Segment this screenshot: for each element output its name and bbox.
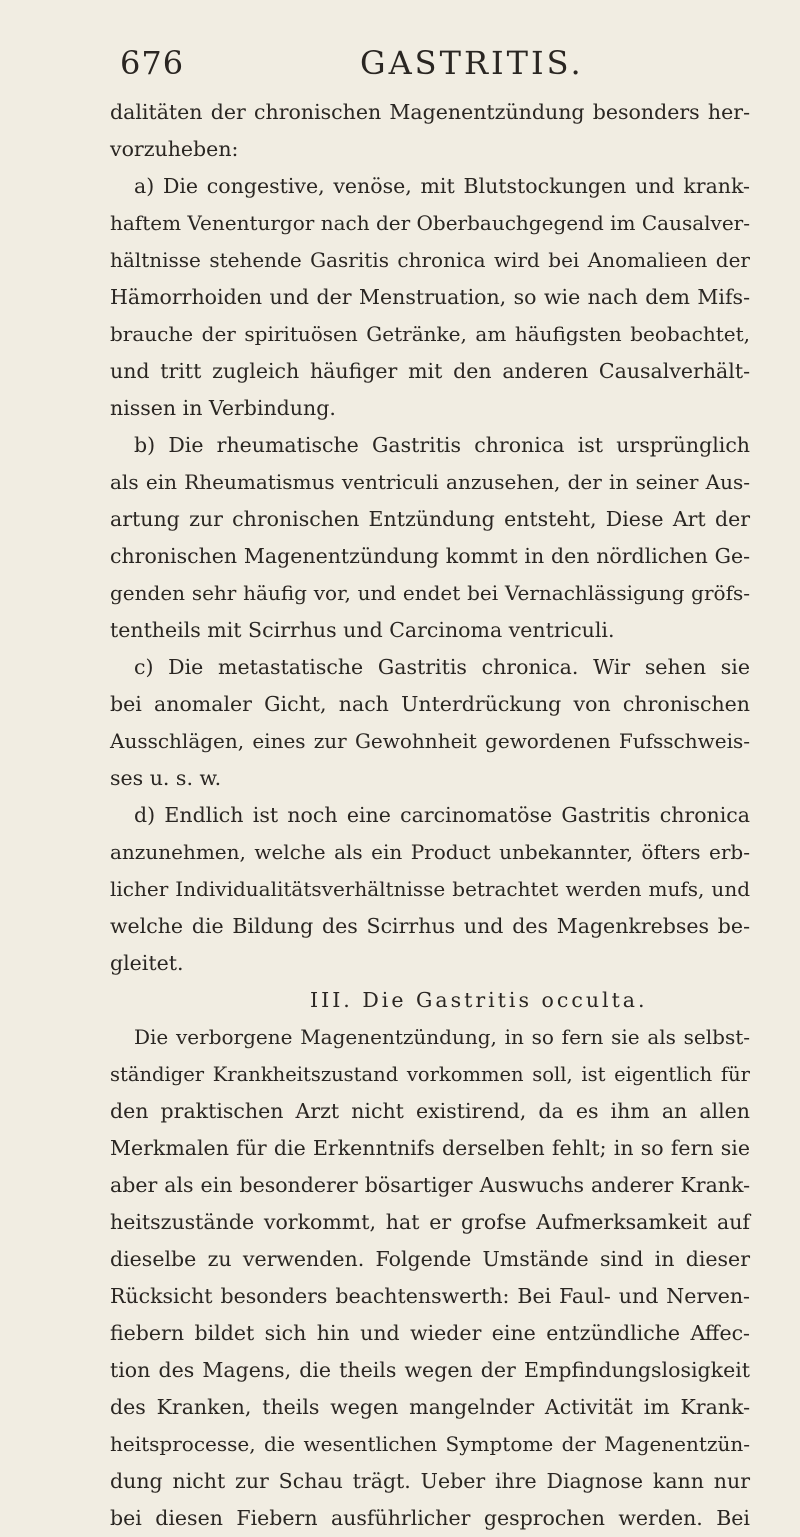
text-line: Hämorrhoiden und der Menstruation, so wie nach dem Mifs- — [110, 285, 750, 309]
text-line: des Kranken, theils wegen mangelnder Activität im Krank- — [110, 1395, 750, 1419]
text-line: dung nicht zur Schau trägt. Ueber ihre Diagnose kann nur — [110, 1469, 750, 1493]
text-line: Ausschlägen, eines zur Gewohnheit gewordenen Fufsschweis- — [110, 729, 750, 753]
text-line: gleitet. — [110, 951, 184, 975]
text-line: genden sehr häufig vor, und endet bei Vernachlässigung gröfs- — [110, 581, 750, 605]
text-line: tion des Magens, die theils wegen der Empfindungslosigkeit — [110, 1358, 750, 1382]
text-line: ständiger Krankheitszustand vorkommen soll, ist eigentlich für — [110, 1063, 750, 1086]
text-line: licher Individualitätsverhältnisse betrachtet werden mufs, und — [110, 877, 750, 901]
text-line: a) Die congestive, venöse, mit Blutstockungen und krank- — [134, 174, 750, 198]
text-line: hältnisse stehende Gasritis chronica wird bei Anomalieen der — [110, 248, 750, 272]
text-line: heitszustände vorkommt, hat er grofse Aufmerksamkeit auf — [110, 1210, 750, 1234]
text-line: ses u. s. w. — [110, 766, 222, 790]
text-line: chronischen Magenentzündung kommt in den nördlichen Ge- — [110, 544, 750, 568]
text-line: Rücksicht besonders beachtenswerth: Bei Faul- und Nerven- — [110, 1284, 750, 1308]
text-line: Die verborgene Magenentzündung, in so fern sie als selbst- — [134, 1025, 750, 1049]
text-line: bei diesen Fiebern ausführlicher gesprochen werden. Bei — [110, 1506, 750, 1530]
text-line: heitsprocesse, die wesentlichen Symptome der Magenentzün- — [110, 1432, 750, 1456]
text-line: c) Die metastatische Gastritis chronica. Wir sehen sie — [134, 655, 750, 679]
section-heading: III. Die Gastritis occulta. — [310, 988, 648, 1012]
text-line: welche die Bildung des Scirrhus und des Magenkrebses be- — [110, 914, 750, 938]
text-line: tentheils mit Scirrhus und Carcinoma ventriculi. — [110, 618, 615, 642]
text-line: dalitäten der chronischen Magenentzündung besonders her- — [110, 100, 750, 124]
text-line: d) Endlich ist noch eine carcinomatöse Gastritis chronica — [134, 803, 750, 827]
text-line: b) Die rheumatische Gastritis chronica ist ursprünglich — [134, 433, 750, 457]
body-text — [110, 94, 750, 1537]
text-line: als ein Rheumatismus ventriculi anzusehen, der in seiner Aus- — [110, 470, 750, 494]
text-line: bei anomaler Gicht, nach Unterdrückung von chronischen — [110, 692, 750, 716]
text-line: den praktischen Arzt nicht existirend, da es ihm an allen — [110, 1099, 750, 1123]
text-line: dieselbe zu verwenden. Folgende Umstände sind in dieser — [110, 1247, 750, 1271]
text-line: artung zur chronischen Entzündung entsteht, Diese Art der — [110, 507, 750, 531]
text-line: Merkmalen für die Erkenntnifs derselben fehlt; in so fern sie — [110, 1136, 750, 1160]
text-line: anzunehmen, welche als ein Product unbekannter, öfters erb- — [110, 840, 750, 864]
text-line: aber als ein besonderer bösartiger Auswuchs anderer Krank- — [110, 1173, 750, 1197]
running-title: GASTRITIS. — [360, 44, 584, 82]
text-line: vorzuheben: — [110, 137, 239, 161]
page-header — [110, 44, 750, 88]
text-line: fiebern bildet sich hin und wieder eine entzündliche Affec- — [110, 1321, 750, 1345]
text-line: brauche der spirituösen Getränke, am häufigsten beobachtet, — [110, 322, 750, 346]
text-line: und tritt zugleich häufiger mit den anderen Causalverhält- — [110, 359, 750, 383]
page-number: 676 — [120, 44, 185, 82]
text-line: nissen in Verbindung. — [110, 396, 336, 420]
text-line: haftem Venenturgor nach der Oberbauchgegend im Causalver- — [110, 211, 750, 235]
